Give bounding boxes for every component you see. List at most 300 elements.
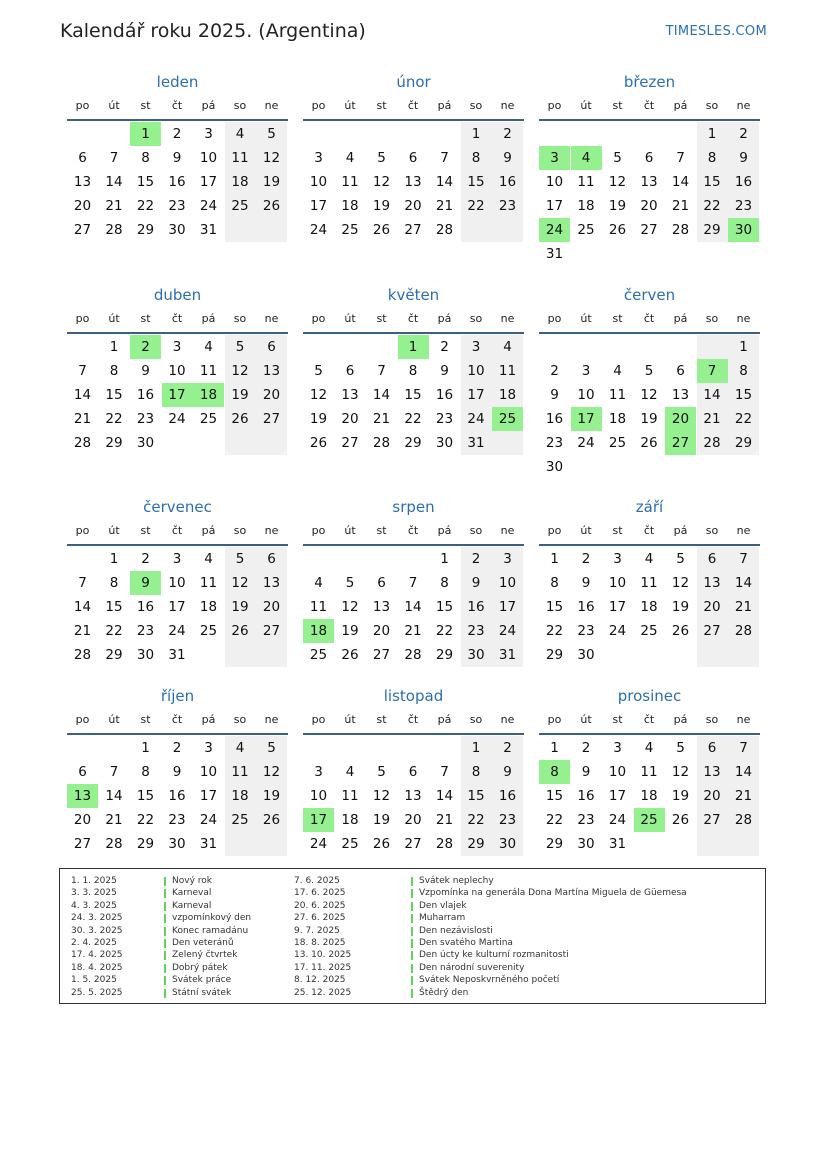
day-cell[interactable]: 31	[168, 647, 186, 663]
holiday-day-cell[interactable]: 1	[398, 335, 429, 359]
holiday-day-cell[interactable]: 8	[539, 760, 570, 784]
day-cell[interactable]: 20	[703, 599, 721, 615]
day-cell[interactable]: 7	[78, 363, 87, 379]
day-cell[interactable]: 31	[467, 435, 485, 451]
day-cell[interactable]: 26	[640, 435, 658, 451]
day-cell[interactable]: 27	[703, 623, 721, 639]
day-cell[interactable]: 13	[703, 575, 721, 591]
day-cell[interactable]: 9	[141, 363, 150, 379]
day-cell[interactable]: 28	[435, 222, 454, 238]
day-cell[interactable]: 16	[168, 174, 186, 190]
holiday-day-cell[interactable]: 2	[130, 335, 161, 359]
day-cell[interactable]: 3	[613, 740, 622, 756]
day-cell[interactable]: 4	[204, 339, 213, 355]
day-cell[interactable]: 7	[440, 764, 449, 780]
day-cell[interactable]: 22	[467, 198, 485, 214]
day-cell[interactable]: 14	[734, 575, 753, 591]
day-cell[interactable]: 20	[73, 812, 92, 828]
day-cell[interactable]: 24	[168, 411, 186, 427]
day-cell[interactable]: 23	[467, 623, 485, 639]
day-cell[interactable]: 13	[262, 363, 281, 379]
day-cell[interactable]: 15	[136, 788, 155, 804]
day-cell[interactable]: 25	[309, 647, 328, 663]
day-cell[interactable]: 30	[435, 435, 454, 451]
day-cell[interactable]: 13	[372, 599, 391, 615]
day-cell[interactable]: 4	[204, 551, 213, 567]
day-cell[interactable]: 8	[550, 575, 559, 591]
day-cell[interactable]: 29	[545, 647, 564, 663]
holiday-day-cell[interactable]: 25	[492, 407, 523, 431]
day-cell[interactable]: 22	[703, 198, 721, 214]
day-cell[interactable]: 2	[141, 551, 150, 567]
day-cell[interactable]: 8	[440, 575, 449, 591]
day-cell[interactable]: 5	[377, 150, 386, 166]
day-cell[interactable]: 23	[545, 435, 564, 451]
day-cell[interactable]: 21	[703, 411, 721, 427]
day-cell[interactable]: 20	[640, 198, 658, 214]
day-cell[interactable]: 6	[267, 339, 276, 355]
day-cell[interactable]: 31	[545, 246, 564, 262]
day-cell[interactable]: 26	[231, 623, 249, 639]
day-cell[interactable]: 2	[503, 126, 512, 142]
day-cell[interactable]: 15	[703, 174, 721, 190]
day-cell[interactable]: 27	[73, 222, 92, 238]
day-cell[interactable]: 17	[309, 198, 328, 214]
day-cell[interactable]: 12	[671, 764, 690, 780]
holiday-day-cell[interactable]: 17	[571, 407, 602, 431]
day-cell[interactable]: 7	[408, 575, 418, 591]
day-cell[interactable]: 25	[341, 836, 359, 852]
day-cell[interactable]: 21	[105, 198, 123, 214]
day-cell[interactable]: 6	[345, 363, 355, 379]
day-cell[interactable]: 6	[78, 764, 87, 780]
day-cell[interactable]: 18	[640, 599, 658, 615]
day-cell[interactable]: 4	[345, 150, 355, 166]
day-cell[interactable]: 18	[577, 198, 595, 214]
day-cell[interactable]: 3	[172, 551, 182, 567]
day-cell[interactable]: 9	[440, 363, 449, 379]
day-cell[interactable]: 3	[172, 339, 182, 355]
day-cell[interactable]: 15	[105, 387, 123, 403]
day-cell[interactable]: 12	[372, 788, 391, 804]
day-cell[interactable]: 12	[671, 575, 690, 591]
day-cell[interactable]: 20	[341, 411, 359, 427]
day-cell[interactable]: 14	[73, 599, 92, 615]
day-cell[interactable]: 28	[372, 435, 391, 451]
day-cell[interactable]: 13	[262, 575, 281, 591]
day-cell[interactable]: 10	[199, 764, 218, 780]
day-cell[interactable]: 6	[408, 764, 418, 780]
day-cell[interactable]: 10	[608, 764, 627, 780]
day-cell[interactable]: 6	[408, 150, 418, 166]
day-cell[interactable]: 16	[577, 599, 595, 615]
day-cell[interactable]: 9	[739, 150, 748, 166]
day-cell[interactable]: 20	[372, 623, 391, 639]
holiday-day-cell[interactable]: 27	[665, 431, 696, 455]
day-cell[interactable]: 15	[136, 174, 155, 190]
day-cell[interactable]: 15	[404, 387, 422, 403]
day-cell[interactable]: 21	[105, 812, 123, 828]
holiday-day-cell[interactable]: 4	[571, 146, 602, 170]
day-cell[interactable]: 19	[262, 788, 281, 804]
day-cell[interactable]: 7	[739, 551, 748, 567]
day-cell[interactable]: 9	[550, 387, 559, 403]
day-cell[interactable]: 2	[581, 740, 591, 756]
day-cell[interactable]: 10	[309, 788, 328, 804]
day-cell[interactable]: 17	[199, 788, 218, 804]
holiday-day-cell[interactable]: 30	[728, 218, 759, 242]
day-cell[interactable]: 2	[172, 126, 182, 142]
day-cell[interactable]: 12	[262, 150, 281, 166]
day-cell[interactable]: 26	[341, 647, 359, 663]
day-cell[interactable]: 22	[105, 623, 123, 639]
day-cell[interactable]: 15	[105, 599, 123, 615]
day-cell[interactable]: 11	[341, 788, 359, 804]
day-cell[interactable]: 15	[545, 599, 564, 615]
day-cell[interactable]: 6	[676, 363, 685, 379]
day-cell[interactable]: 25	[341, 222, 359, 238]
day-cell[interactable]: 21	[372, 411, 391, 427]
day-cell[interactable]: 7	[377, 363, 386, 379]
day-cell[interactable]: 2	[440, 339, 449, 355]
day-cell[interactable]: 2	[739, 126, 748, 142]
day-cell[interactable]: 21	[435, 812, 454, 828]
day-cell[interactable]: 31	[199, 222, 218, 238]
day-cell[interactable]: 19	[231, 387, 249, 403]
day-cell[interactable]: 24	[199, 198, 218, 214]
day-cell[interactable]: 1	[739, 339, 748, 355]
day-cell[interactable]: 19	[341, 623, 359, 639]
day-cell[interactable]: 14	[435, 174, 454, 190]
day-cell[interactable]: 30	[136, 647, 155, 663]
holiday-day-cell[interactable]: 1	[130, 122, 161, 146]
day-cell[interactable]: 18	[608, 411, 627, 427]
day-cell[interactable]: 30	[577, 647, 595, 663]
day-cell[interactable]: 27	[372, 647, 391, 663]
day-cell[interactable]: 23	[577, 623, 595, 639]
day-cell[interactable]: 23	[498, 812, 517, 828]
day-cell[interactable]: 15	[734, 387, 753, 403]
day-cell[interactable]: 12	[231, 363, 249, 379]
day-cell[interactable]: 28	[73, 435, 92, 451]
day-cell[interactable]: 27	[703, 812, 721, 828]
day-cell[interactable]: 28	[734, 812, 753, 828]
day-cell[interactable]: 17	[545, 198, 564, 214]
day-cell[interactable]: 22	[136, 812, 155, 828]
day-cell[interactable]: 15	[545, 788, 564, 804]
day-cell[interactable]: 14	[372, 387, 391, 403]
day-cell[interactable]: 20	[262, 387, 281, 403]
day-cell[interactable]: 24	[577, 435, 595, 451]
day-cell[interactable]: 31	[199, 836, 218, 852]
day-cell[interactable]: 21	[73, 411, 92, 427]
day-cell[interactable]: 4	[644, 740, 654, 756]
day-cell[interactable]: 5	[235, 339, 245, 355]
day-cell[interactable]: 17	[608, 788, 627, 804]
day-cell[interactable]: 21	[734, 788, 753, 804]
day-cell[interactable]: 20	[404, 198, 422, 214]
day-cell[interactable]: 7	[109, 150, 119, 166]
day-cell[interactable]: 5	[613, 150, 622, 166]
day-cell[interactable]: 28	[105, 222, 123, 238]
holiday-day-cell[interactable]: 18	[303, 619, 334, 643]
day-cell[interactable]: 24	[498, 623, 517, 639]
day-cell[interactable]: 13	[404, 788, 422, 804]
day-cell[interactable]: 28	[703, 435, 721, 451]
day-cell[interactable]: 24	[309, 836, 328, 852]
day-cell[interactable]: 8	[109, 575, 119, 591]
day-cell[interactable]: 10	[498, 575, 517, 591]
day-cell[interactable]: 21	[404, 623, 422, 639]
day-cell[interactable]: 25	[577, 222, 595, 238]
day-cell[interactable]: 10	[309, 174, 328, 190]
day-cell[interactable]: 9	[471, 575, 481, 591]
day-cell[interactable]: 20	[703, 788, 721, 804]
holiday-day-cell[interactable]: 18	[193, 383, 224, 407]
day-cell[interactable]: 11	[231, 764, 249, 780]
day-cell[interactable]: 15	[435, 599, 454, 615]
day-cell[interactable]: 23	[577, 812, 595, 828]
day-cell[interactable]: 8	[739, 363, 748, 379]
day-cell[interactable]: 10	[467, 363, 485, 379]
day-cell[interactable]: 16	[577, 788, 595, 804]
day-cell[interactable]: 14	[734, 764, 753, 780]
day-cell[interactable]: 2	[550, 363, 559, 379]
day-cell[interactable]: 30	[467, 647, 485, 663]
day-cell[interactable]: 6	[707, 740, 717, 756]
day-cell[interactable]: 2	[471, 551, 481, 567]
holiday-day-cell[interactable]: 25	[634, 808, 665, 832]
day-cell[interactable]: 13	[671, 387, 690, 403]
day-cell[interactable]: 17	[498, 599, 517, 615]
day-cell[interactable]: 6	[267, 551, 276, 567]
day-cell[interactable]: 27	[404, 222, 422, 238]
day-cell[interactable]: 3	[613, 551, 622, 567]
day-cell[interactable]: 16	[168, 788, 186, 804]
day-cell[interactable]: 10	[545, 174, 564, 190]
day-cell[interactable]: 5	[314, 363, 323, 379]
day-cell[interactable]: 3	[204, 126, 213, 142]
day-cell[interactable]: 14	[703, 387, 721, 403]
day-cell[interactable]: 12	[341, 599, 359, 615]
day-cell[interactable]: 23	[734, 198, 753, 214]
holiday-day-cell[interactable]: 3	[539, 146, 570, 170]
day-cell[interactable]: 22	[136, 198, 155, 214]
day-cell[interactable]: 3	[471, 339, 481, 355]
day-cell[interactable]: 4	[644, 551, 654, 567]
day-cell[interactable]: 31	[608, 836, 627, 852]
holiday-day-cell[interactable]: 13	[67, 784, 98, 808]
day-cell[interactable]: 28	[73, 647, 92, 663]
day-cell[interactable]: 13	[341, 387, 359, 403]
day-cell[interactable]: 25	[608, 435, 627, 451]
day-cell[interactable]: 13	[73, 174, 92, 190]
day-cell[interactable]: 27	[73, 836, 92, 852]
day-cell[interactable]: 28	[435, 836, 454, 852]
day-cell[interactable]: 18	[341, 812, 359, 828]
day-cell[interactable]: 21	[671, 198, 690, 214]
day-cell[interactable]: 7	[676, 150, 685, 166]
day-cell[interactable]: 15	[467, 174, 485, 190]
day-cell[interactable]: 14	[105, 788, 123, 804]
holiday-day-cell[interactable]: 20	[665, 407, 696, 431]
day-cell[interactable]: 10	[577, 387, 595, 403]
day-cell[interactable]: 5	[676, 740, 685, 756]
day-cell[interactable]: 21	[435, 198, 454, 214]
day-cell[interactable]: 15	[467, 788, 485, 804]
day-cell[interactable]: 11	[577, 174, 595, 190]
day-cell[interactable]: 23	[435, 411, 454, 427]
day-cell[interactable]: 24	[608, 812, 627, 828]
day-cell[interactable]: 25	[231, 198, 249, 214]
day-cell[interactable]: 18	[199, 599, 218, 615]
day-cell[interactable]: 17	[199, 174, 218, 190]
day-cell[interactable]: 7	[109, 764, 119, 780]
day-cell[interactable]: 25	[640, 623, 658, 639]
day-cell[interactable]: 17	[608, 599, 627, 615]
day-cell[interactable]: 7	[440, 150, 449, 166]
day-cell[interactable]: 28	[105, 836, 123, 852]
day-cell[interactable]: 17	[168, 599, 186, 615]
day-cell[interactable]: 27	[404, 836, 422, 852]
day-cell[interactable]: 9	[503, 764, 512, 780]
day-cell[interactable]: 16	[467, 599, 485, 615]
day-cell[interactable]: 19	[372, 812, 391, 828]
day-cell[interactable]: 11	[640, 764, 658, 780]
day-cell[interactable]: 5	[345, 575, 355, 591]
day-cell[interactable]: 19	[231, 599, 249, 615]
day-cell[interactable]: 2	[503, 740, 512, 756]
day-cell[interactable]: 10	[608, 575, 627, 591]
day-cell[interactable]: 29	[734, 435, 753, 451]
day-cell[interactable]: 8	[471, 150, 481, 166]
day-cell[interactable]: 29	[404, 435, 422, 451]
day-cell[interactable]: 9	[172, 764, 182, 780]
day-cell[interactable]: 24	[199, 812, 218, 828]
site-link[interactable]: TIMESLES.COM	[665, 24, 767, 39]
day-cell[interactable]: 8	[141, 764, 150, 780]
day-cell[interactable]: 26	[671, 812, 690, 828]
day-cell[interactable]: 26	[309, 435, 328, 451]
day-cell[interactable]: 29	[703, 222, 721, 238]
day-cell[interactable]: 1	[440, 551, 449, 567]
day-cell[interactable]: 28	[734, 623, 753, 639]
day-cell[interactable]: 12	[608, 174, 627, 190]
day-cell[interactable]: 26	[231, 411, 249, 427]
day-cell[interactable]: 14	[105, 174, 123, 190]
day-cell[interactable]: 12	[372, 174, 391, 190]
day-cell[interactable]: 20	[262, 599, 281, 615]
day-cell[interactable]: 3	[204, 740, 213, 756]
day-cell[interactable]: 8	[707, 150, 717, 166]
day-cell[interactable]: 23	[136, 411, 155, 427]
day-cell[interactable]: 5	[267, 126, 276, 142]
day-cell[interactable]: 23	[168, 198, 186, 214]
day-cell[interactable]: 7	[739, 740, 748, 756]
day-cell[interactable]: 3	[314, 150, 323, 166]
day-cell[interactable]: 11	[498, 363, 517, 379]
day-cell[interactable]: 25	[231, 812, 249, 828]
holiday-day-cell[interactable]: 7	[697, 359, 728, 383]
day-cell[interactable]: 13	[703, 764, 721, 780]
day-cell[interactable]: 7	[78, 575, 87, 591]
holiday-day-cell[interactable]: 9	[130, 571, 161, 595]
day-cell[interactable]: 18	[231, 788, 249, 804]
day-cell[interactable]: 26	[262, 812, 281, 828]
day-cell[interactable]: 11	[341, 174, 359, 190]
day-cell[interactable]: 9	[581, 575, 591, 591]
day-cell[interactable]: 22	[105, 411, 123, 427]
day-cell[interactable]: 30	[168, 836, 186, 852]
day-cell[interactable]: 25	[199, 623, 218, 639]
day-cell[interactable]: 8	[408, 363, 418, 379]
day-cell[interactable]: 19	[640, 411, 658, 427]
day-cell[interactable]: 14	[404, 599, 422, 615]
day-cell[interactable]: 11	[199, 363, 218, 379]
day-cell[interactable]: 1	[707, 126, 717, 142]
day-cell[interactable]: 27	[262, 623, 281, 639]
day-cell[interactable]: 4	[345, 764, 355, 780]
day-cell[interactable]: 11	[231, 150, 249, 166]
day-cell[interactable]: 4	[503, 339, 512, 355]
day-cell[interactable]: 17	[467, 387, 485, 403]
day-cell[interactable]: 5	[644, 363, 654, 379]
day-cell[interactable]: 13	[404, 174, 422, 190]
day-cell[interactable]: 29	[545, 836, 564, 852]
holiday-day-cell[interactable]: 17	[162, 383, 193, 407]
day-cell[interactable]: 5	[676, 551, 685, 567]
day-cell[interactable]: 18	[498, 387, 517, 403]
day-cell[interactable]: 30	[498, 836, 517, 852]
day-cell[interactable]: 8	[109, 363, 119, 379]
day-cell[interactable]: 24	[168, 623, 186, 639]
day-cell[interactable]: 18	[640, 788, 658, 804]
day-cell[interactable]: 11	[640, 575, 658, 591]
day-cell[interactable]: 9	[503, 150, 512, 166]
day-cell[interactable]: 19	[671, 599, 690, 615]
day-cell[interactable]: 22	[435, 623, 454, 639]
day-cell[interactable]: 22	[404, 411, 422, 427]
day-cell[interactable]: 6	[644, 150, 654, 166]
day-cell[interactable]: 24	[309, 222, 328, 238]
day-cell[interactable]: 2	[172, 740, 182, 756]
day-cell[interactable]: 23	[136, 623, 155, 639]
day-cell[interactable]: 20	[404, 812, 422, 828]
day-cell[interactable]: 24	[608, 623, 627, 639]
day-cell[interactable]: 16	[136, 599, 155, 615]
day-cell[interactable]: 14	[73, 387, 92, 403]
day-cell[interactable]: 12	[262, 764, 281, 780]
day-cell[interactable]: 30	[136, 435, 155, 451]
day-cell[interactable]: 3	[503, 551, 512, 567]
day-cell[interactable]: 12	[309, 387, 328, 403]
day-cell[interactable]: 1	[550, 740, 559, 756]
day-cell[interactable]: 11	[608, 387, 627, 403]
day-cell[interactable]: 19	[372, 198, 391, 214]
day-cell[interactable]: 5	[235, 551, 245, 567]
day-cell[interactable]: 11	[199, 575, 218, 591]
day-cell[interactable]: 30	[545, 459, 564, 475]
holiday-day-cell[interactable]: 24	[539, 218, 570, 242]
day-cell[interactable]: 27	[341, 435, 359, 451]
day-cell[interactable]: 30	[577, 836, 595, 852]
day-cell[interactable]: 19	[309, 411, 328, 427]
day-cell[interactable]: 1	[471, 740, 481, 756]
day-cell[interactable]: 18	[341, 198, 359, 214]
day-cell[interactable]: 16	[545, 411, 564, 427]
day-cell[interactable]: 28	[404, 647, 422, 663]
day-cell[interactable]: 3	[314, 764, 323, 780]
